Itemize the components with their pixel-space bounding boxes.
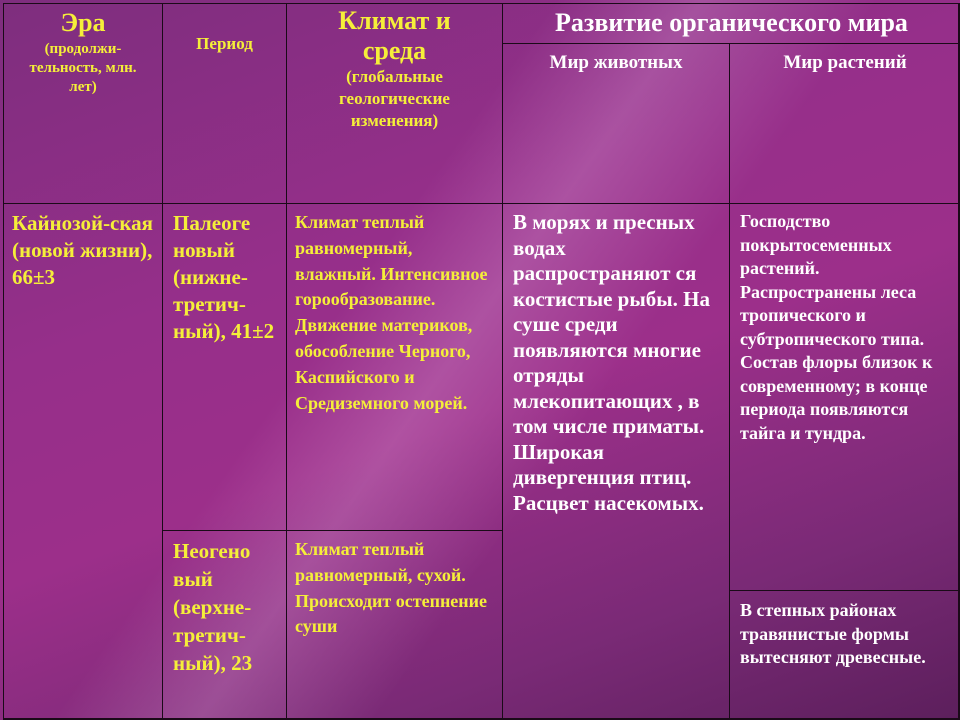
climate-paleogene-cell <box>286 203 502 530</box>
header-plants-cell <box>729 43 960 203</box>
animals-cell <box>502 203 729 720</box>
period-neogene-name: Неогено вый (верхне-третич-ный), 23 <box>173 539 253 675</box>
header-era-subtitle: (продолжи-тельность, млн. лет) <box>29 41 137 95</box>
plants-text-2: В степных районах травянистые формы вытесняют древесные. <box>740 600 926 667</box>
header-period-cell <box>162 3 286 203</box>
header-development: Развитие органического мира <box>555 8 908 37</box>
header-period: Период <box>196 34 253 53</box>
header-animals-cell <box>502 43 729 203</box>
plants-cell-2 <box>729 590 960 720</box>
header-era-cell <box>3 3 162 203</box>
header-climate-cell <box>286 3 502 203</box>
period-paleogene-name: Палеоге новый (нижне-третич-ный), 41±2 <box>173 211 275 343</box>
header-climate-title: Климат и среда <box>338 6 451 65</box>
header-development-cell <box>502 3 960 43</box>
period-paleogene-cell <box>162 203 286 530</box>
era-cell <box>3 203 162 720</box>
animals-text: В морях и пресных водах распространяют ся костистые рыбы. На суше среди появляются многие отряды млекопитающих , в том числе приматы. Широкая дивергенция птиц. Расцвет насекомых. <box>513 210 710 515</box>
header-plants: Мир растений <box>783 52 907 73</box>
header-climate-subtitle: (глобальные геологические изменения) <box>339 67 450 130</box>
era-name: Кайнозой-ская (новой жизни), 66±3 <box>12 211 154 289</box>
period-neogene-cell <box>162 530 286 720</box>
plants-cell-1 <box>729 203 960 590</box>
table-right-border <box>958 3 960 720</box>
climate-neogene-text: Климат теплый равномерный, сухой. Происходит остепнение суши <box>295 539 488 637</box>
header-era-title: Эра <box>60 8 106 37</box>
plants-text-1: Господство покрытосеменных растений. Распространены леса тропического и субтропического типа. Состав флоры близок к современному; в конце периода появляются тайга и тундра. <box>740 211 933 443</box>
climate-neogene-cell <box>286 530 502 720</box>
climate-paleogene-text: Климат теплый равномерный, влажный. Интенсивное горообразование. Движение материков, обособление Черного, Каспийского и Средиземного морей. <box>295 212 488 413</box>
table-bottom-border <box>3 718 960 720</box>
header-animals: Мир животных <box>549 52 683 73</box>
